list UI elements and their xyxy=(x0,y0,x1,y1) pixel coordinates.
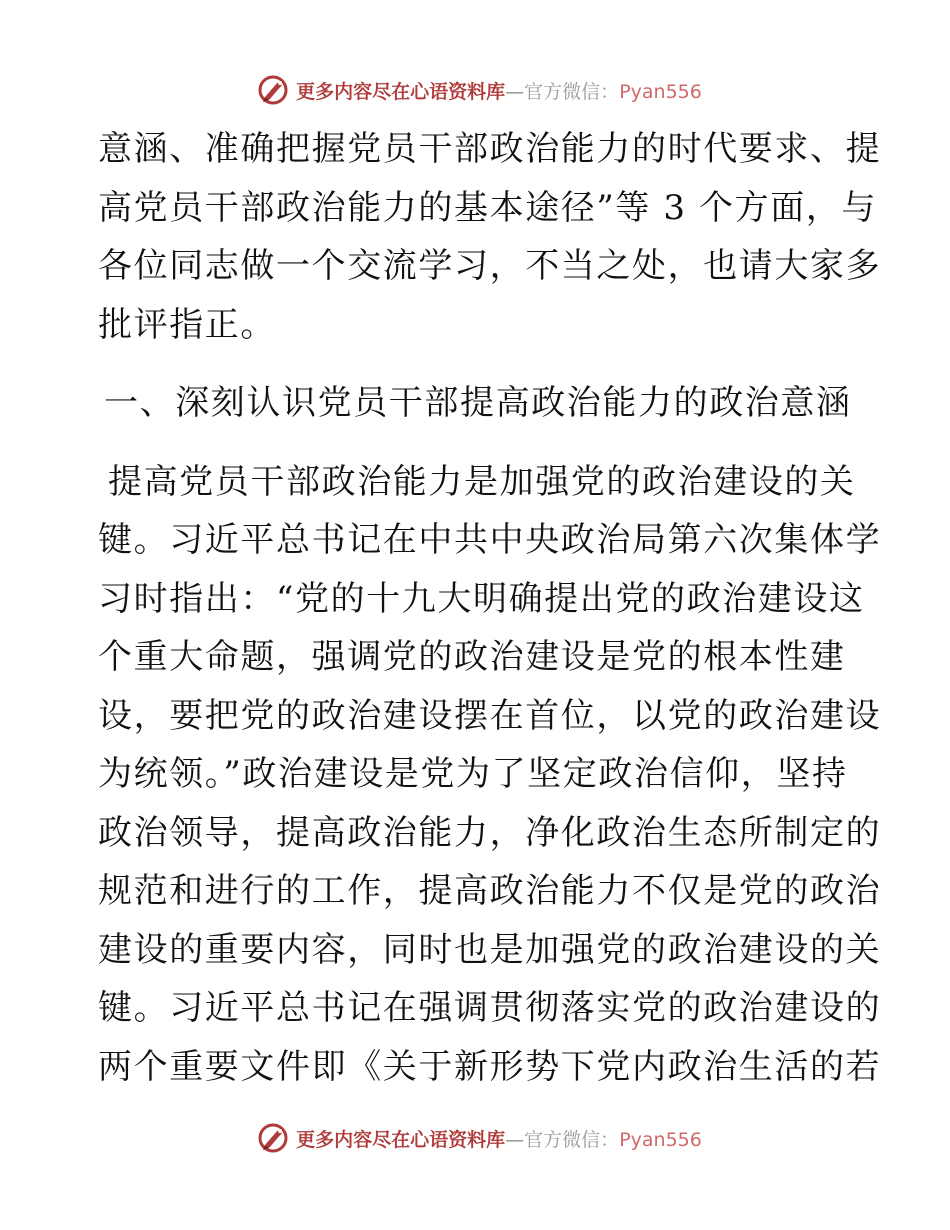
text-line: 批评指正。 xyxy=(98,304,276,345)
text-line: 规范和进行的工作，提高政治能力不仅是党的政治 xyxy=(98,871,882,911)
document-body xyxy=(98,120,882,1096)
header-banner-text xyxy=(296,77,702,104)
text-line: 个重大命题，强调党的政治建设是党的根本性建 xyxy=(98,637,846,677)
text-line: 为统领。”政治建设是党为了坚定政治信仰，坚持 xyxy=(98,754,848,794)
text-line: 建设的重要内容，同时也是加强党的政治建设的关 xyxy=(98,929,882,970)
header-banner-wechat-id: Pyan556 xyxy=(619,80,702,103)
header-banner-inner xyxy=(248,73,702,107)
text-line: 键。习近平总书记在强调贯彻落实党的政治建设的 xyxy=(98,988,882,1028)
footer-banner-dash: — xyxy=(505,1128,525,1151)
text-line: 设，要把党的政治建设摆在首位，以党的政治建设 xyxy=(98,695,882,736)
section-heading: 一、深刻认识党员干部提高政治能力的政治意涵 xyxy=(104,383,852,423)
text-line: 各位同志做一个交流学习，不当之处，也请大家多 xyxy=(98,246,882,286)
paragraph-2 xyxy=(98,453,882,1097)
text-line: 政治领导，提高政治能力，净化政治生态所制定的 xyxy=(98,812,882,853)
footer-banner-text xyxy=(296,1125,702,1152)
footer-banner-main: 更多内容尽在心语资料库 xyxy=(296,1128,506,1151)
text-line: 提高党员干部政治能力是加强党的政治建设的关 xyxy=(108,461,856,502)
text-line: 两个重要文件即《关于新形势下党内政治生活的若 xyxy=(98,1046,882,1087)
spacer xyxy=(98,433,858,453)
text-line: 高党员干部政治能力的基本途径”等 3 个方面，与 xyxy=(98,187,878,228)
header-banner-main: 更多内容尽在心语资料库 xyxy=(296,80,506,103)
header-banner xyxy=(0,70,950,110)
pen-logo-icon xyxy=(256,73,290,107)
footer-banner-inner xyxy=(248,1121,702,1155)
header-banner-dash: — xyxy=(505,80,525,103)
spacer xyxy=(98,354,858,374)
pen-logo-icon xyxy=(256,1121,290,1155)
text-line: 习时指出：“党的十九大明确提出党的政治建设这 xyxy=(98,578,865,619)
footer-banner xyxy=(0,1118,950,1158)
header-banner-official: 官方微信： xyxy=(524,80,620,103)
footer-banner-official: 官方微信： xyxy=(524,1128,620,1151)
footer-banner-wechat-id: Pyan556 xyxy=(619,1128,702,1151)
text-line: 键。习近平总书记在中共中央政治局第六次集体学 xyxy=(98,520,882,560)
paragraph-1 xyxy=(98,120,882,354)
text-line: 意涵、准确把握党员干部政治能力的时代要求、提 xyxy=(98,129,882,169)
